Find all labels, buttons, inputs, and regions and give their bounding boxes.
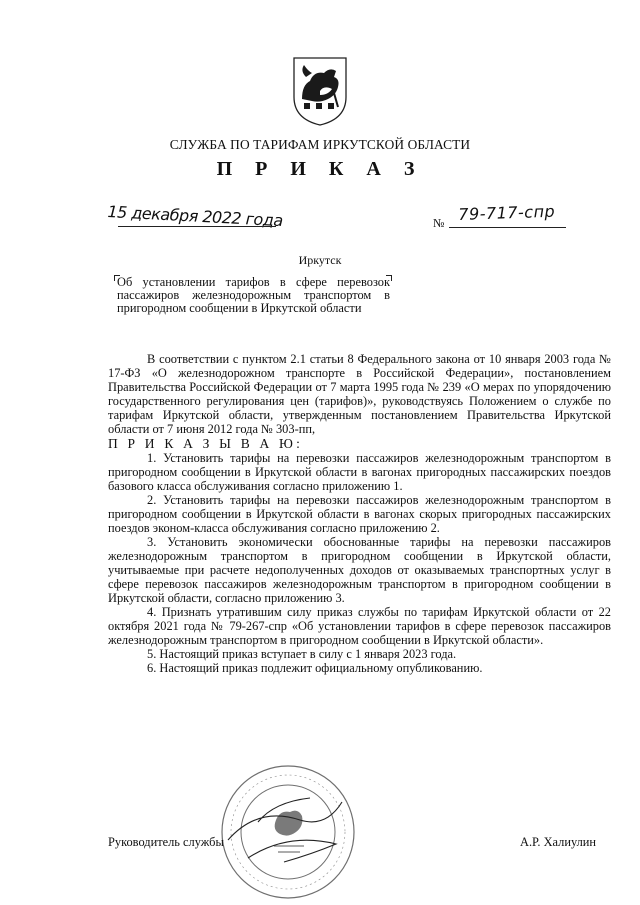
handwritten-date: 15 декабря 2022 года	[107, 202, 284, 231]
order-subject: Об установлении тарифов в сфере перевозок пассажиров железнодорожным транспортом в пригородном сообщении в Иркутской области	[117, 275, 390, 315]
number-underline	[449, 227, 566, 228]
order-item-2: 2. Установить тарифы на перевозки пассажиров железнодорожным транспортом в пригородном сообщении в Иркутской области в вагонах скорых пригородных пассажирских поездов эконом-класса обслуживания согласно приложению 2.	[108, 493, 611, 535]
organization-name: СЛУЖБА ПО ТАРИФАМ ИРКУТСКОЙ ОБЛАСТИ	[169, 137, 471, 152]
number-sign: №	[433, 216, 445, 230]
coat-of-arms-icon	[290, 55, 350, 127]
signatory-name: А.Р. Халиулин	[520, 835, 597, 849]
order-word: П Р И К А З Ы В А Ю:	[108, 436, 304, 451]
order-item-5: 5. Настоящий приказ вступает в силу с 1 января 2023 года.	[147, 647, 457, 661]
order-item-3: 3. Установить экономически обоснованные тарифы на перевозки пассажиров железнодорожным транспортом в пригородном сообщении в Иркутской области, учитываемые при расчете недополученных доходов от оказываемых транспортных услуг в сфере перевозок пассажиров железнодорожным транспортом в пригородном сообщении в Иркутской области, согласно приложению 3.	[108, 535, 611, 605]
preamble: В соответствии с пунктом 2.1 статьи 8 Федерального закона от 10 января 2003 года № 17-ФЗ «О железнодорожном транспорте в Российской Федерации», постановлением Правительства Российской Федерации от 7 марта 1995 года № 239 «О мерах по упорядочению государственного регулирования цен (тарифов)», руководствуясь Положением о службе по тарифам Иркутской области, утвержденным постановлением Правительства Иркутской области от 7 июня 2012 года № 303-пп,	[108, 352, 611, 436]
document-title: П Р И К А З	[216, 158, 424, 180]
order-body	[108, 352, 611, 675]
order-item-1: 1. Установить тарифы на перевозки пассажиров железнодорожным транспортом в пригородном сообщении в Иркутской области в вагонах пригородных пассажирских поездов базового класса обслуживания согласно приложению 1.	[108, 451, 611, 493]
date-underline	[118, 226, 276, 227]
official-seal-icon	[218, 762, 358, 902]
order-item-6: 6. Настоящий приказ подлежит официальному опубликованию.	[147, 661, 483, 675]
order-item-4: 4. Признать утратившим силу приказ службы по тарифам Иркутской области от 22 октября 2021 года № 79-267-спр «Об установлении тарифов в сфере перевозок пассажиров железнодорожным транспортом в пригородном сообщении в Иркутской области».	[108, 605, 611, 647]
signatory-role: Руководитель службы	[108, 835, 224, 849]
city-name: Иркутск	[298, 253, 342, 267]
handwritten-order-number: 79-717-спр	[458, 201, 556, 224]
